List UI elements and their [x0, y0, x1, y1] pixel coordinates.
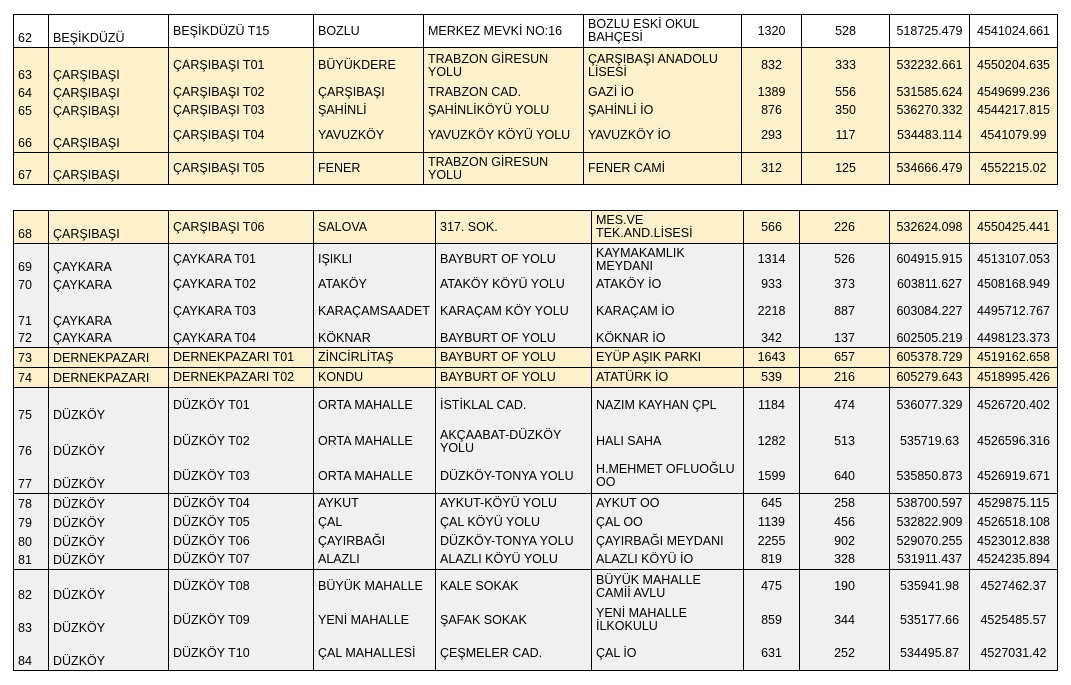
table-row [14, 48, 1058, 84]
row-number: 79 [14, 513, 49, 532]
row-number: 68 [14, 211, 49, 244]
location-cell: BÜYÜK MAHALLE CAMİİ AVLU [592, 570, 744, 604]
coord-y-cell: 4498123.373 [970, 330, 1058, 348]
row-number: 73 [14, 348, 49, 368]
count-secondary-cell: 887 [800, 294, 890, 330]
street-cell: ÇEŞMELER CAD. [436, 637, 592, 671]
location-cell: ATATÜRK İO [592, 368, 744, 388]
coord-y-cell: 4526720.402 [970, 388, 1058, 424]
location-cell: ÇARŞIBAŞI ANADOLU LİSESİ [584, 48, 742, 84]
count-primary-cell: 832 [742, 48, 802, 84]
row-number: 67 [14, 153, 49, 185]
coord-x-cell: 531585.624 [890, 84, 970, 102]
station-code-cell: ÇARŞIBAŞI T05 [169, 153, 314, 185]
coord-x-cell: 536270.332 [890, 102, 970, 120]
street-cell: ÇAL KÖYÜ YOLU [436, 513, 592, 532]
row-number: 78 [14, 494, 49, 513]
neighborhood-cell: YAVUZKÖY [314, 120, 424, 153]
coord-y-cell: 4544217.815 [970, 102, 1058, 120]
table-row [14, 84, 1058, 102]
neighborhood-cell: ALAZLI [314, 551, 436, 570]
count-secondary-cell: 350 [802, 102, 890, 120]
coord-x-cell: 605279.643 [890, 368, 970, 388]
count-secondary-cell: 528 [802, 15, 890, 48]
count-secondary-cell: 344 [800, 604, 890, 637]
count-primary-cell: 342 [744, 330, 800, 348]
row-number: 70 [14, 276, 49, 294]
neighborhood-cell: ORTA MAHALLE [314, 388, 436, 424]
count-secondary-cell: 640 [800, 460, 890, 494]
location-cell: ÇAL İO [592, 637, 744, 671]
table-row [14, 604, 1058, 637]
coord-y-cell: 4508168.949 [970, 276, 1058, 294]
row-number: 63 [14, 48, 49, 84]
row-number: 76 [14, 424, 49, 460]
location-cell: ATAKÖY İO [592, 276, 744, 294]
coord-y-cell: 4552215.02 [970, 153, 1058, 185]
count-primary-cell: 566 [744, 211, 800, 244]
district-cell: ÇARŞIBAŞI [49, 211, 169, 244]
location-cell: ALAZLI KÖYÜ İO [592, 551, 744, 570]
location-cell: BOZLU ESKİ OKUL BAHÇESİ [584, 15, 742, 48]
count-secondary-cell: 190 [800, 570, 890, 604]
coord-x-cell: 534483.114 [890, 120, 970, 153]
count-primary-cell: 859 [744, 604, 800, 637]
district-cell: ÇARŞIBAŞI [49, 153, 169, 185]
row-number: 83 [14, 604, 49, 637]
count-secondary-cell: 902 [800, 532, 890, 551]
location-cell: KÖKNAR İO [592, 330, 744, 348]
coord-y-cell: 4550204.635 [970, 48, 1058, 84]
street-cell: AKÇAABAT-DÜZKÖY YOLU [436, 424, 592, 460]
count-secondary-cell: 474 [800, 388, 890, 424]
neighborhood-cell: KÖKNAR [314, 330, 436, 348]
coord-x-cell: 534666.479 [890, 153, 970, 185]
location-cell: KAYMAKAMLIK MEYDANI [592, 244, 744, 276]
location-cell: H.MEHMET OFLUOĞLU OO [592, 460, 744, 494]
row-number: 64 [14, 84, 49, 102]
count-primary-cell: 1139 [744, 513, 800, 532]
count-primary-cell: 876 [742, 102, 802, 120]
table-row [14, 348, 1058, 368]
coord-x-cell: 603811.627 [890, 276, 970, 294]
street-cell: KARAÇAM KÖY YOLU [436, 294, 592, 330]
records-table-top [13, 14, 1058, 185]
station-code-cell: DÜZKÖY T05 [169, 513, 314, 532]
station-code-cell: DÜZKÖY T02 [169, 424, 314, 460]
location-cell: ŞAHİNLİ İO [584, 102, 742, 120]
count-secondary-cell: 125 [802, 153, 890, 185]
count-primary-cell: 1184 [744, 388, 800, 424]
row-number: 80 [14, 532, 49, 551]
table-row [14, 120, 1058, 153]
street-cell: ŞAFAK SOKAK [436, 604, 592, 637]
table-row [14, 15, 1058, 48]
coord-y-cell: 4495712.767 [970, 294, 1058, 330]
location-cell: KARAÇAM İO [592, 294, 744, 330]
table-row [14, 330, 1058, 348]
count-primary-cell: 475 [744, 570, 800, 604]
row-number: 71 [14, 294, 49, 330]
count-secondary-cell: 513 [800, 424, 890, 460]
district-cell: ÇARŞIBAŞI [49, 120, 169, 153]
neighborhood-cell: BOZLU [314, 15, 424, 48]
neighborhood-cell: ATAKÖY [314, 276, 436, 294]
neighborhood-cell: ÇAYIRBAĞI [314, 532, 436, 551]
count-secondary-cell: 117 [802, 120, 890, 153]
count-primary-cell: 1643 [744, 348, 800, 368]
district-cell: DÜZKÖY [49, 494, 169, 513]
row-number: 66 [14, 120, 49, 153]
coord-y-cell: 4523012.838 [970, 532, 1058, 551]
district-cell: DÜZKÖY [49, 551, 169, 570]
coord-y-cell: 4550425.441 [970, 211, 1058, 244]
neighborhood-cell: ORTA MAHALLE [314, 424, 436, 460]
count-primary-cell: 933 [744, 276, 800, 294]
count-primary-cell: 2218 [744, 294, 800, 330]
row-number: 62 [14, 15, 49, 48]
count-secondary-cell: 333 [802, 48, 890, 84]
station-code-cell: ÇARŞIBAŞI T06 [169, 211, 314, 244]
coord-y-cell: 4549699.236 [970, 84, 1058, 102]
count-primary-cell: 2255 [744, 532, 800, 551]
row-number: 84 [14, 637, 49, 671]
station-code-cell: DERNEKPAZARI T02 [169, 368, 314, 388]
location-cell: NAZIM KAYHAN ÇPL [592, 388, 744, 424]
street-cell: TRABZON GİRESUN YOLU [424, 48, 584, 84]
row-number: 82 [14, 570, 49, 604]
station-code-cell: DÜZKÖY T04 [169, 494, 314, 513]
location-cell: ÇAL OO [592, 513, 744, 532]
neighborhood-cell: BÜYÜK MAHALLE [314, 570, 436, 604]
table-row [14, 494, 1058, 513]
table-row [14, 570, 1058, 604]
coord-x-cell: 602505.219 [890, 330, 970, 348]
count-primary-cell: 819 [744, 551, 800, 570]
count-secondary-cell: 657 [800, 348, 890, 368]
street-cell: BAYBURT OF YOLU [436, 330, 592, 348]
row-number: 69 [14, 244, 49, 276]
table-row [14, 424, 1058, 460]
coord-x-cell: 532624.098 [890, 211, 970, 244]
street-cell: DÜZKÖY-TONYA YOLU [436, 460, 592, 494]
coord-x-cell: 536077.329 [890, 388, 970, 424]
count-primary-cell: 1282 [744, 424, 800, 460]
table-row [14, 532, 1058, 551]
neighborhood-cell: ÇARŞIBAŞI [314, 84, 424, 102]
station-code-cell: ÇAYKARA T02 [169, 276, 314, 294]
coord-x-cell: 532232.661 [890, 48, 970, 84]
district-cell: DÜZKÖY [49, 424, 169, 460]
row-number: 75 [14, 388, 49, 424]
station-code-cell: BEŞİKDÜZÜ T15 [169, 15, 314, 48]
location-cell: AYKUT OO [592, 494, 744, 513]
location-cell: YENİ MAHALLE İLKOKULU [592, 604, 744, 637]
station-code-cell: DÜZKÖY T01 [169, 388, 314, 424]
table-row [14, 276, 1058, 294]
coord-y-cell: 4518995.426 [970, 368, 1058, 388]
neighborhood-cell: KONDU [314, 368, 436, 388]
location-cell: EYÜP AŞIK PARKI [592, 348, 744, 368]
count-secondary-cell: 526 [800, 244, 890, 276]
count-primary-cell: 1314 [744, 244, 800, 276]
coord-y-cell: 4529875.115 [970, 494, 1058, 513]
table-row [14, 244, 1058, 276]
row-number: 72 [14, 330, 49, 348]
count-secondary-cell: 456 [800, 513, 890, 532]
count-secondary-cell: 226 [800, 211, 890, 244]
count-primary-cell: 293 [742, 120, 802, 153]
location-cell: YAVUZKÖY İO [584, 120, 742, 153]
station-code-cell: ÇARŞIBAŞI T03 [169, 102, 314, 120]
coord-x-cell: 603084.227 [890, 294, 970, 330]
location-cell: ÇAYIRBAĞI MEYDANI [592, 532, 744, 551]
location-cell: GAZİ İO [584, 84, 742, 102]
coord-y-cell: 4526919.671 [970, 460, 1058, 494]
district-cell: DÜZKÖY [49, 604, 169, 637]
coord-x-cell: 532822.909 [890, 513, 970, 532]
coord-x-cell: 538700.597 [890, 494, 970, 513]
coord-x-cell: 529070.255 [890, 532, 970, 551]
street-cell: YAVUZKÖY KÖYÜ YOLU [424, 120, 584, 153]
coord-x-cell: 604915.915 [890, 244, 970, 276]
count-secondary-cell: 252 [800, 637, 890, 671]
street-cell: BAYBURT OF YOLU [436, 244, 592, 276]
table-row [14, 637, 1058, 671]
coord-y-cell: 4527031.42 [970, 637, 1058, 671]
count-primary-cell: 539 [744, 368, 800, 388]
row-number: 74 [14, 368, 49, 388]
street-cell: DÜZKÖY-TONYA YOLU [436, 532, 592, 551]
district-cell: DÜZKÖY [49, 637, 169, 671]
street-cell: MERKEZ MEVKİ NO:16 [424, 15, 584, 48]
table-row [14, 368, 1058, 388]
count-secondary-cell: 216 [800, 368, 890, 388]
table-row [14, 513, 1058, 532]
station-code-cell: DÜZKÖY T10 [169, 637, 314, 671]
table-row [14, 551, 1058, 570]
count-secondary-cell: 556 [802, 84, 890, 102]
neighborhood-cell: AYKUT [314, 494, 436, 513]
street-cell: AYKUT-KÖYÜ YOLU [436, 494, 592, 513]
street-cell: ALAZLI KÖYÜ YOLU [436, 551, 592, 570]
neighborhood-cell: ÇAL [314, 513, 436, 532]
coord-y-cell: 4513107.053 [970, 244, 1058, 276]
count-primary-cell: 1320 [742, 15, 802, 48]
table-row [14, 294, 1058, 330]
coord-x-cell: 535941.98 [890, 570, 970, 604]
district-cell: DERNEKPAZARI [49, 348, 169, 368]
street-cell: ŞAHİNLİKÖYÜ YOLU [424, 102, 584, 120]
neighborhood-cell: ZİNCİRLİTAŞ [314, 348, 436, 368]
count-primary-cell: 312 [742, 153, 802, 185]
coord-y-cell: 4527462.37 [970, 570, 1058, 604]
coord-y-cell: 4524235.894 [970, 551, 1058, 570]
station-code-cell: DÜZKÖY T06 [169, 532, 314, 551]
street-cell: BAYBURT OF YOLU [436, 368, 592, 388]
neighborhood-cell: KARAÇAMSAADET [314, 294, 436, 330]
table-row [14, 102, 1058, 120]
station-code-cell: ÇARŞIBAŞI T02 [169, 84, 314, 102]
row-number: 81 [14, 551, 49, 570]
district-cell: ÇAYKARA [49, 244, 169, 276]
count-secondary-cell: 258 [800, 494, 890, 513]
station-code-cell: DÜZKÖY T08 [169, 570, 314, 604]
coord-x-cell: 518725.479 [890, 15, 970, 48]
district-cell: DÜZKÖY [49, 513, 169, 532]
table-row [14, 211, 1058, 244]
district-cell: DÜZKÖY [49, 570, 169, 604]
station-code-cell: ÇARŞIBAŞI T04 [169, 120, 314, 153]
table-row [14, 153, 1058, 185]
location-cell: HALI SAHA [592, 424, 744, 460]
district-cell: ÇARŞIBAŞI [49, 102, 169, 120]
count-primary-cell: 631 [744, 637, 800, 671]
street-cell: İSTİKLAL CAD. [436, 388, 592, 424]
coord-x-cell: 531911.437 [890, 551, 970, 570]
records-table-bottom [13, 210, 1058, 671]
street-cell: TRABZON CAD. [424, 84, 584, 102]
coord-x-cell: 605378.729 [890, 348, 970, 368]
street-cell: BAYBURT OF YOLU [436, 348, 592, 368]
coord-x-cell: 534495.87 [890, 637, 970, 671]
neighborhood-cell: BÜYÜKDERE [314, 48, 424, 84]
station-code-cell: ÇAYKARA T04 [169, 330, 314, 348]
coord-y-cell: 4519162.658 [970, 348, 1058, 368]
table-row [14, 460, 1058, 494]
street-cell: ATAKÖY KÖYÜ YOLU [436, 276, 592, 294]
station-code-cell: DÜZKÖY T07 [169, 551, 314, 570]
coord-y-cell: 4541024.661 [970, 15, 1058, 48]
street-cell: 317. SOK. [436, 211, 592, 244]
location-cell: FENER CAMİ [584, 153, 742, 185]
neighborhood-cell: ŞAHİNLİ [314, 102, 424, 120]
count-primary-cell: 1599 [744, 460, 800, 494]
district-cell: ÇAYKARA [49, 294, 169, 330]
count-secondary-cell: 373 [800, 276, 890, 294]
district-cell: ÇARŞIBAŞI [49, 84, 169, 102]
station-code-cell: ÇAYKARA T03 [169, 294, 314, 330]
row-number: 77 [14, 460, 49, 494]
coord-x-cell: 535177.66 [890, 604, 970, 637]
row-number: 65 [14, 102, 49, 120]
coord-y-cell: 4526518.108 [970, 513, 1058, 532]
neighborhood-cell: IŞIKLI [314, 244, 436, 276]
district-cell: DÜZKÖY [49, 388, 169, 424]
station-code-cell: DERNEKPAZARI T01 [169, 348, 314, 368]
station-code-cell: DÜZKÖY T03 [169, 460, 314, 494]
neighborhood-cell: FENER [314, 153, 424, 185]
station-code-cell: ÇAYKARA T01 [169, 244, 314, 276]
neighborhood-cell: ÇAL MAHALLESİ [314, 637, 436, 671]
street-cell: TRABZON GİRESUN YOLU [424, 153, 584, 185]
location-cell: MES.VE TEK.AND.LİSESİ [592, 211, 744, 244]
district-cell: DÜZKÖY [49, 532, 169, 551]
count-primary-cell: 645 [744, 494, 800, 513]
station-code-cell: ÇARŞIBAŞI T01 [169, 48, 314, 84]
district-cell: BEŞİKDÜZÜ [49, 15, 169, 48]
district-cell: DERNEKPAZARI [49, 368, 169, 388]
neighborhood-cell: ORTA MAHALLE [314, 460, 436, 494]
count-secondary-cell: 137 [800, 330, 890, 348]
coord-x-cell: 535719.63 [890, 424, 970, 460]
coord-y-cell: 4526596.316 [970, 424, 1058, 460]
station-code-cell: DÜZKÖY T09 [169, 604, 314, 637]
district-cell: ÇAYKARA [49, 330, 169, 348]
district-cell: DÜZKÖY [49, 460, 169, 494]
coord-y-cell: 4525485.57 [970, 604, 1058, 637]
count-secondary-cell: 328 [800, 551, 890, 570]
district-cell: ÇAYKARA [49, 276, 169, 294]
count-primary-cell: 1389 [742, 84, 802, 102]
coord-y-cell: 4541079.99 [970, 120, 1058, 153]
district-cell: ÇARŞIBAŞI [49, 48, 169, 84]
neighborhood-cell: SALOVA [314, 211, 436, 244]
street-cell: KALE SOKAK [436, 570, 592, 604]
neighborhood-cell: YENİ MAHALLE [314, 604, 436, 637]
coord-x-cell: 535850.873 [890, 460, 970, 494]
table-row [14, 388, 1058, 424]
